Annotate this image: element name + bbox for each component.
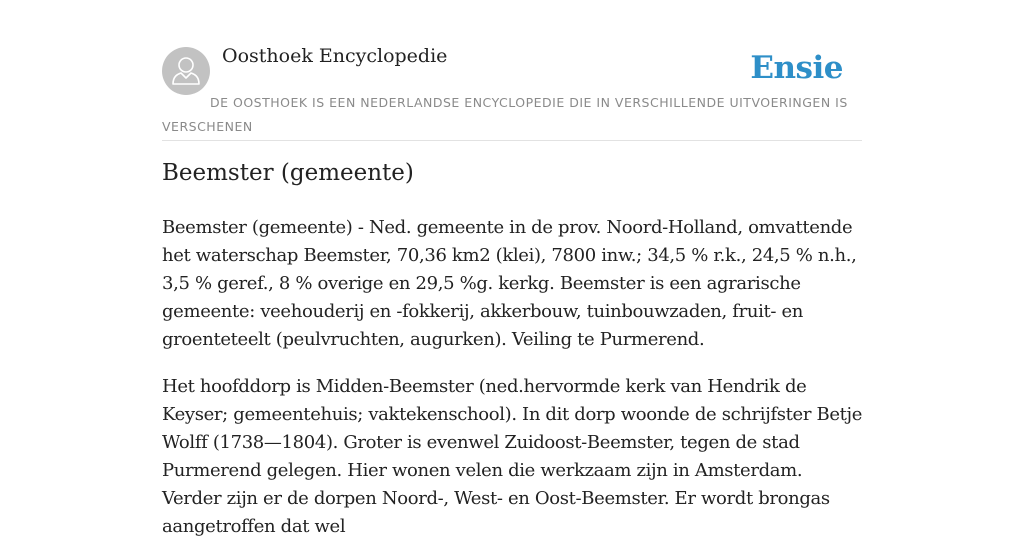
article-title: Beemster (gemeente) bbox=[162, 160, 414, 186]
source-name-link[interactable]: Oosthoek Encyclopedie bbox=[222, 45, 448, 67]
user-avatar-icon bbox=[162, 47, 210, 95]
source-avatar[interactable] bbox=[162, 47, 210, 95]
source-tagline: DE OOSTHOEK IS EEN NEDERLANDSE ENCYCLOPEDIE DIE IN VERSCHILLENDE UITVOERINGEN IS VERSCHENEN bbox=[162, 95, 848, 134]
article-paragraph: Beemster (gemeente) - Ned. gemeente in de prov. Noord-Holland, omvattende het waterschap Beemster, 70,36 km2 (klei), 7800 inw.; 34,5 % r.k., 24,5 % n.h., 3,5 % geref., 8 % overige en 29,5 %g. kerkg. Beemster is een agrarische gemeente: veehouderij en -fokkerij, akkerbouw, tuinbouwzaden, fruit- en groenteteelt (peulvruchten, augurken). Veiling te Purmerend. bbox=[162, 217, 857, 350]
source-header bbox=[162, 44, 862, 141]
ensie-logo[interactable]: Ensie bbox=[750, 50, 843, 86]
article-body bbox=[162, 214, 864, 560]
article-paragraph: Het hoofddorp is Midden-Beemster (ned.hervormde kerk van Hendrik de Keyser; gemeentehuis; vaktekenschool). In dit dorp woonde de schrijfster Betje Wolff (1738—1804). Groter is evenwel Zuidoost-Beemster, tegen de stad Purmerend gelegen. Hier wonen velen die werkzaam zijn in Amsterdam. Verder zijn er de dorpen Noord-, West- en Oost-Beemster. Er wordt brongas aangetroffen dat wel bbox=[162, 376, 863, 537]
